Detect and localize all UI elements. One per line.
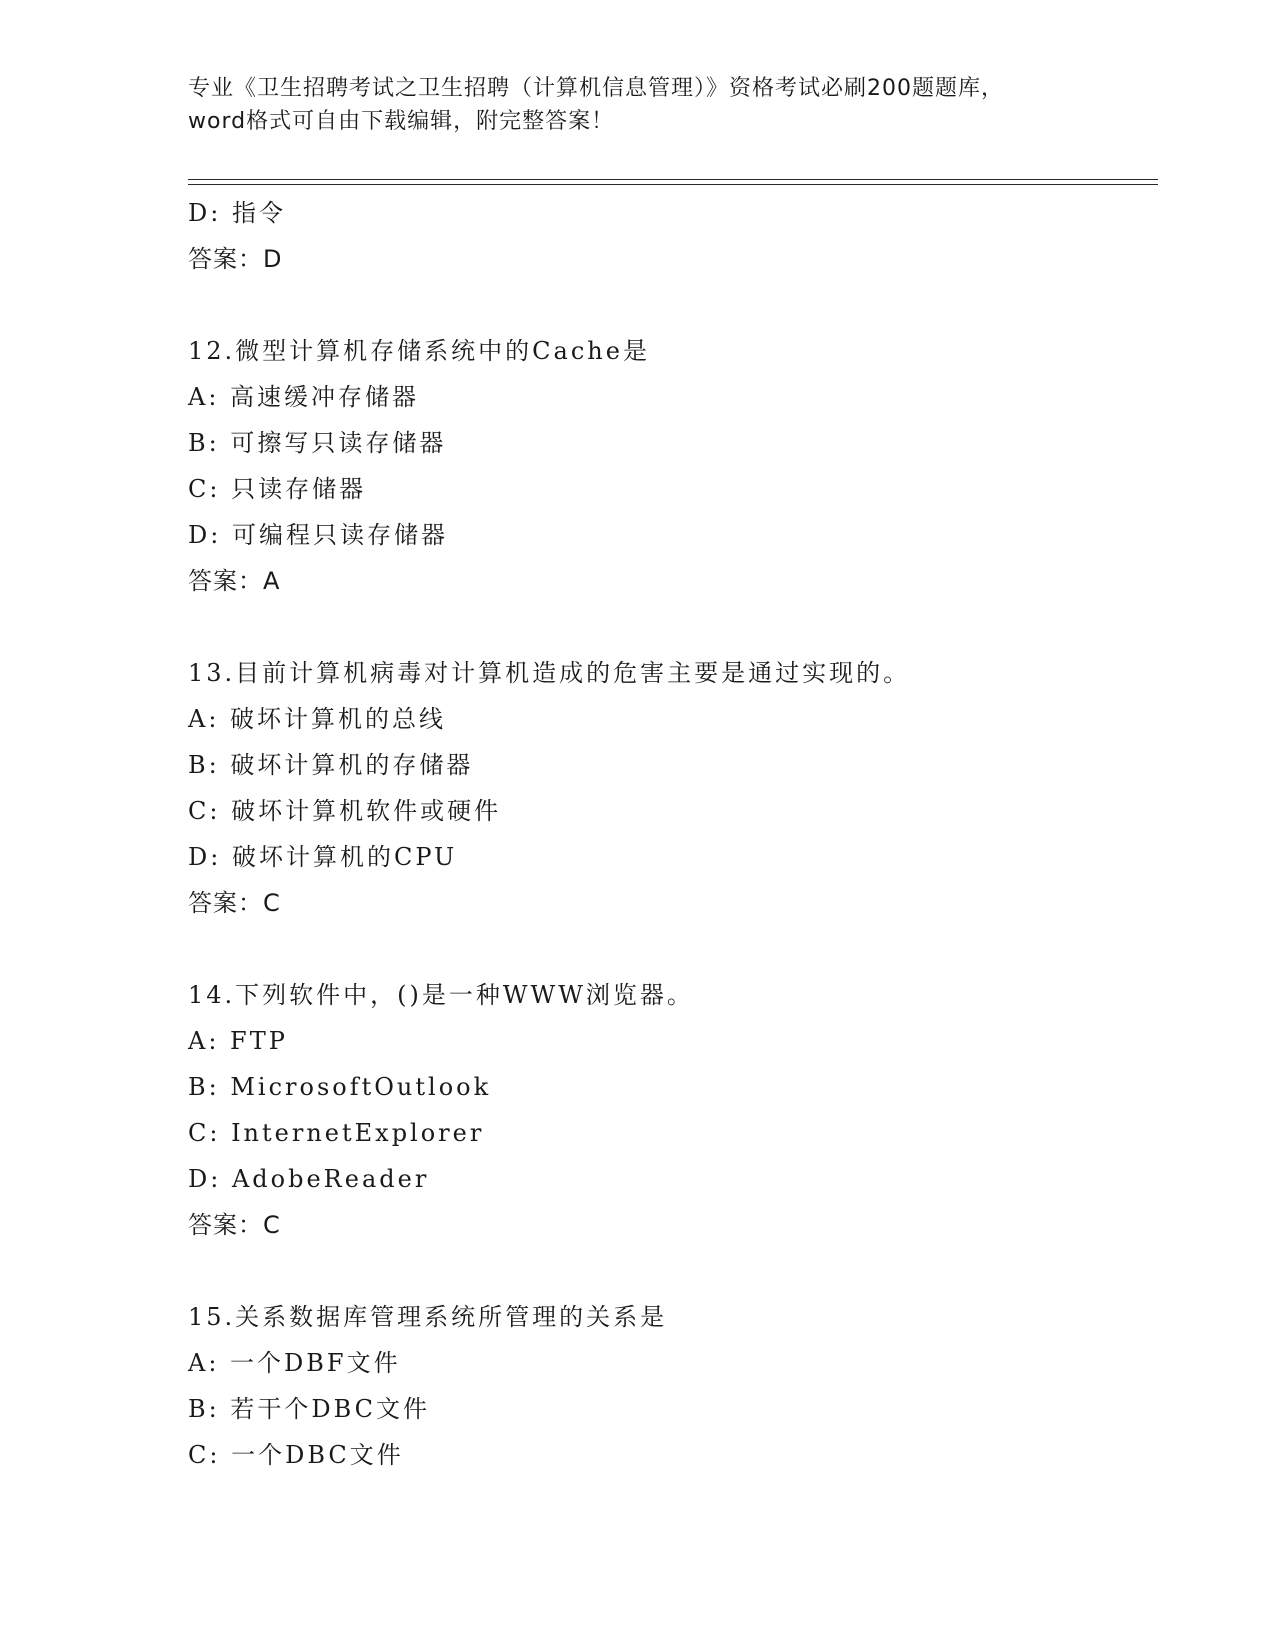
option-b: B: MicrosoftOutlook [188,1073,492,1101]
spacer [188,282,1158,328]
option-a: A: FTP [188,1027,288,1055]
question-stem: 12.微型计算机存储系统中的Cache是 [188,337,650,365]
option-b: B: 若干个DBC文件 [188,1395,431,1423]
header-divider-bottom [188,184,1158,185]
option-d: D: 破坏计算机的CPU [188,843,458,871]
option-c: C: InternetExplorer [188,1119,485,1147]
question-stem: 15.关系数据库管理系统所管理的关系是 [188,1303,668,1331]
spacer [188,604,1158,650]
question-list [188,190,1158,1478]
option-a: A: 一个DBF文件 [188,1349,401,1377]
option-c: C: 只读存储器 [188,475,367,503]
question-stem: 13.目前计算机病毒对计算机造成的危害主要是通过实现的。 [188,659,911,687]
question-stem: 14.下列软件中，()是一种WWW浏览器。 [188,981,694,1009]
option-c: C: 破坏计算机软件或硬件 [188,797,502,825]
option-b: B: 可擦写只读存储器 [188,429,447,457]
document-header [188,72,1088,138]
answer-line: 答案：C [188,1211,281,1239]
previous-option-d: D: 指令 [188,199,286,227]
header-divider-top [188,179,1158,180]
header-title-line: 专业《卫生招聘考试之卫生招聘（计算机信息管理）》资格考试必刷200题题库， [188,76,1004,101]
option-b: B: 破坏计算机的存储器 [188,751,474,779]
answer-line: 答案：C [188,889,281,917]
previous-answer: 答案：D [188,245,283,273]
option-a: A: 破坏计算机的总线 [188,705,447,733]
option-a: A: 高速缓冲存储器 [188,383,420,411]
spacer [188,926,1158,972]
answer-line: 答案：A [188,567,281,595]
option-c: C: 一个DBC文件 [188,1441,404,1469]
header-subtitle-line: word格式可自由下载编辑，附完整答案！ [188,109,615,134]
spacer [188,1248,1158,1294]
option-d: D: AdobeReader [188,1165,430,1193]
option-d: D: 可编程只读存储器 [188,521,448,549]
